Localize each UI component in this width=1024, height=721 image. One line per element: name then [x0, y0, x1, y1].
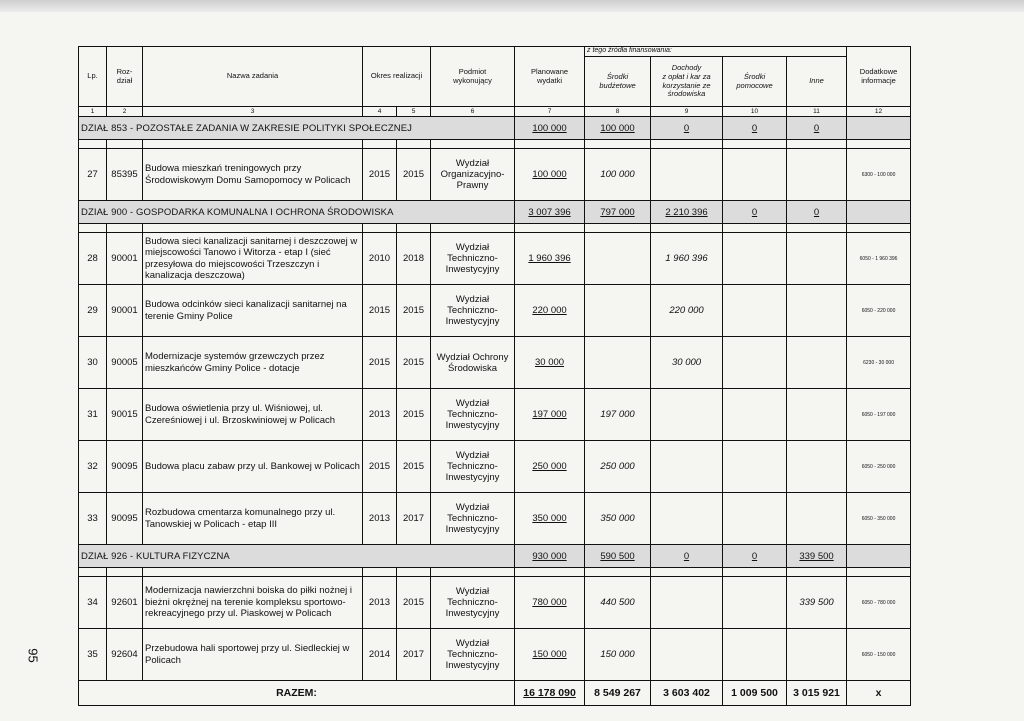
spacer-cell [651, 568, 723, 577]
spacer-cell [515, 140, 585, 149]
row-dochody [651, 629, 723, 681]
row-okres-do: 2015 [397, 337, 431, 389]
section-pomocowe: 0 [723, 117, 787, 140]
section-info [847, 201, 911, 224]
row-okres-do: 2017 [397, 493, 431, 545]
row-rozdzial: 92601 [107, 577, 143, 629]
row-podmiot: Wydział Organizacyjno-Prawny [431, 149, 515, 201]
row-inne [787, 389, 847, 441]
spacer-cell [79, 224, 107, 233]
row-budzetowe: 197 000 [585, 389, 651, 441]
section-inne: 339 500 [787, 545, 847, 568]
total-label: RAZEM: [79, 681, 515, 706]
row-pomocowe [723, 389, 787, 441]
column-number: 6 [431, 107, 515, 117]
row-okres-do: 2015 [397, 389, 431, 441]
column-number: 4 [363, 107, 397, 117]
spacer-cell [397, 224, 431, 233]
row-pomocowe [723, 233, 787, 285]
column-number: 9 [651, 107, 723, 117]
row-nazwa: Budowa odcinków sieci kanalizacji sanitarnej na terenie Gminy Police [143, 285, 363, 337]
spacer-cell [397, 568, 431, 577]
section-info [847, 545, 911, 568]
section-row [79, 545, 911, 568]
row-pomocowe [723, 337, 787, 389]
row-nazwa: Modernizacje systemów grzewczych przez mieszkańców Gminy Police - dotacje [143, 337, 363, 389]
row-inne [787, 441, 847, 493]
total-budzetowe: 8 549 267 [585, 681, 651, 706]
row-lp: 28 [79, 233, 107, 285]
row-planowane: 100 000 [515, 149, 585, 201]
spacer-cell [107, 140, 143, 149]
section-planowane: 930 000 [515, 545, 585, 568]
column-number: 2 [107, 107, 143, 117]
column-number: 1 [79, 107, 107, 117]
row-budzetowe: 100 000 [585, 149, 651, 201]
row-info: 6050 - 220 000 [847, 285, 911, 337]
header-podmiot: Podmiot wykonujący [431, 47, 515, 107]
total-pomocowe: 1 009 500 [723, 681, 787, 706]
spacer-cell [585, 140, 651, 149]
row-lp: 29 [79, 285, 107, 337]
row-rozdzial: 90095 [107, 441, 143, 493]
row-inne: 339 500 [787, 577, 847, 629]
spacer-cell [143, 140, 363, 149]
section-planowane: 3 007 396 [515, 201, 585, 224]
spacer-cell [847, 568, 911, 577]
spacer-cell [723, 224, 787, 233]
header-inne: Inne [787, 57, 847, 107]
spacer-cell [143, 224, 363, 233]
section-dochody: 0 [651, 545, 723, 568]
row-pomocowe [723, 149, 787, 201]
row-lp: 31 [79, 389, 107, 441]
column-number: 3 [143, 107, 363, 117]
row-okres-od: 2015 [363, 337, 397, 389]
row-planowane: 150 000 [515, 629, 585, 681]
row-okres-do: 2017 [397, 629, 431, 681]
spacer-cell [585, 568, 651, 577]
row-nazwa: Budowa oświetlenia przy ul. Wiśniowej, ul. Czereśniowej i ul. Brzoskwiniowej w Policach [143, 389, 363, 441]
section-dochody: 0 [651, 117, 723, 140]
section-spacer [79, 140, 911, 149]
table-row [79, 285, 911, 337]
row-pomocowe [723, 441, 787, 493]
row-okres-od: 2013 [363, 389, 397, 441]
row-nazwa: Budowa sieci kanalizacji sanitarnej i deszczowej w miejscowości Tanowo i Witorza - etap I (sieć przesyłowa do miejscowości Trzeszczyn i kanalizacja deszczowa) [143, 233, 363, 285]
row-inne [787, 493, 847, 545]
row-podmiot: Wydział Techniczno-Inwestycyjny [431, 389, 515, 441]
spacer-cell [363, 140, 397, 149]
spacer-cell [515, 224, 585, 233]
row-info: 6050 - 780 000 [847, 577, 911, 629]
header-dodatkowe: Dodatkowe informacje [847, 47, 911, 107]
header-planowane: Planowane wydatki [515, 47, 585, 107]
total-planowane: 16 178 090 [515, 681, 585, 706]
table-row [79, 629, 911, 681]
column-number: 10 [723, 107, 787, 117]
row-dochody: 220 000 [651, 285, 723, 337]
spacer-cell [787, 140, 847, 149]
spacer-cell [723, 140, 787, 149]
row-inne [787, 233, 847, 285]
spacer-cell [431, 224, 515, 233]
row-okres-do: 2018 [397, 233, 431, 285]
row-dochody [651, 389, 723, 441]
investment-table [78, 46, 911, 706]
total-dochody: 3 603 402 [651, 681, 723, 706]
row-budzetowe: 150 000 [585, 629, 651, 681]
row-podmiot: Wydział Techniczno-Inwestycyjny [431, 233, 515, 285]
row-nazwa: Budowa mieszkań treningowych przy Środowiskowym Domu Samopomocy w Policach [143, 149, 363, 201]
spacer-cell [143, 568, 363, 577]
row-dochody [651, 149, 723, 201]
section-budzetowe: 100 000 [585, 117, 651, 140]
scan-top-edge [0, 0, 1024, 12]
row-nazwa: Rozbudowa cmentarza komunalnego przy ul. Tanowskiej w Policach - etap III [143, 493, 363, 545]
total-inne: 3 015 921 [787, 681, 847, 706]
section-budzetowe: 797 000 [585, 201, 651, 224]
row-budzetowe: 250 000 [585, 441, 651, 493]
row-pomocowe [723, 577, 787, 629]
row-budzetowe [585, 233, 651, 285]
section-title: DZIAŁ 900 - GOSPODARKA KOMUNALNA I OCHRONA ŚRODOWISKA [79, 201, 515, 224]
row-okres-od: 2013 [363, 577, 397, 629]
row-lp: 34 [79, 577, 107, 629]
row-inne [787, 629, 847, 681]
row-podmiot: Wydział Techniczno-Inwestycyjny [431, 441, 515, 493]
row-planowane: 780 000 [515, 577, 585, 629]
spacer-cell [107, 224, 143, 233]
column-number: 12 [847, 107, 911, 117]
section-spacer [79, 224, 911, 233]
row-lp: 35 [79, 629, 107, 681]
spacer-cell [847, 224, 911, 233]
row-okres-od: 2015 [363, 441, 397, 493]
row-dochody [651, 493, 723, 545]
section-title: DZIAŁ 926 - KULTURA FIZYCZNA [79, 545, 515, 568]
spacer-cell [787, 224, 847, 233]
row-planowane: 250 000 [515, 441, 585, 493]
row-dochody [651, 577, 723, 629]
spacer-cell [651, 224, 723, 233]
row-nazwa: Modernizacja nawierzchni boiska do piłki nożnej i bieżni okrężnej na terenie kompleksu sportowo-rekreacyjnego przy ul. Piaskowej w Policach [143, 577, 363, 629]
row-planowane: 220 000 [515, 285, 585, 337]
row-info: 6300 - 100 000 [847, 149, 911, 201]
spacer-cell [585, 224, 651, 233]
table-row [79, 577, 911, 629]
row-okres-od: 2015 [363, 285, 397, 337]
row-rozdzial: 90095 [107, 493, 143, 545]
spacer-cell [787, 568, 847, 577]
row-lp: 30 [79, 337, 107, 389]
spacer-cell [847, 140, 911, 149]
row-lp: 32 [79, 441, 107, 493]
header-okres: Okres realizacji [363, 47, 431, 107]
section-info [847, 117, 911, 140]
row-info: 6050 - 1 960 396 [847, 233, 911, 285]
section-pomocowe: 0 [723, 201, 787, 224]
row-nazwa: Przebudowa hali sportowej przy ul. Siedleckiej w Policach [143, 629, 363, 681]
row-okres-od: 2014 [363, 629, 397, 681]
row-lp: 27 [79, 149, 107, 201]
row-okres-do: 2015 [397, 441, 431, 493]
table-row [79, 389, 911, 441]
row-inne [787, 149, 847, 201]
row-budzetowe [585, 337, 651, 389]
row-podmiot: Wydział Techniczno-Inwestycyjny [431, 577, 515, 629]
row-pomocowe [723, 285, 787, 337]
row-rozdzial: 90015 [107, 389, 143, 441]
row-okres-od: 2015 [363, 149, 397, 201]
section-inne: 0 [787, 117, 847, 140]
row-dochody [651, 441, 723, 493]
row-budzetowe: 440 500 [585, 577, 651, 629]
row-info: 6050 - 250 000 [847, 441, 911, 493]
row-lp: 33 [79, 493, 107, 545]
header-srodki-pomocowe: Środki pomocowe [723, 57, 787, 107]
row-planowane: 30 000 [515, 337, 585, 389]
row-okres-do: 2015 [397, 285, 431, 337]
row-planowane: 1 960 396 [515, 233, 585, 285]
column-number: 7 [515, 107, 585, 117]
row-info: 6050 - 350 000 [847, 493, 911, 545]
column-number: 5 [397, 107, 431, 117]
section-planowane: 100 000 [515, 117, 585, 140]
row-pomocowe [723, 629, 787, 681]
section-inne: 0 [787, 201, 847, 224]
spacer-cell [107, 568, 143, 577]
section-row [79, 117, 911, 140]
row-info: 6230 - 30 000 [847, 337, 911, 389]
table-row [79, 337, 911, 389]
table-row [79, 441, 911, 493]
row-rozdzial: 90005 [107, 337, 143, 389]
row-rozdzial: 92604 [107, 629, 143, 681]
spacer-cell [397, 140, 431, 149]
header-dochody: Dochody z opłat i kar za korzystanie ze środowiska [651, 57, 723, 107]
spacer-cell [79, 568, 107, 577]
section-budzetowe: 590 500 [585, 545, 651, 568]
row-rozdzial: 90001 [107, 285, 143, 337]
column-number: 8 [585, 107, 651, 117]
row-dochody: 1 960 396 [651, 233, 723, 285]
row-dochody: 30 000 [651, 337, 723, 389]
section-spacer [79, 568, 911, 577]
row-rozdzial: 90001 [107, 233, 143, 285]
row-podmiot: Wydział Techniczno-Inwestycyjny [431, 285, 515, 337]
row-okres-do: 2015 [397, 577, 431, 629]
total-info: x [847, 681, 911, 706]
row-info: 6050 - 150 000 [847, 629, 911, 681]
table-row [79, 493, 911, 545]
row-okres-do: 2015 [397, 149, 431, 201]
row-podmiot: Wydział Techniczno-Inwestycyjny [431, 493, 515, 545]
header-rozdzial: Roz- dział [107, 47, 143, 107]
header-nazwa: Nazwa zadania [143, 47, 363, 107]
row-okres-od: 2013 [363, 493, 397, 545]
row-info: 6050 - 197 000 [847, 389, 911, 441]
section-dochody: 2 210 396 [651, 201, 723, 224]
row-rozdzial: 85395 [107, 149, 143, 201]
spacer-cell [363, 568, 397, 577]
row-planowane: 350 000 [515, 493, 585, 545]
spacer-cell [363, 224, 397, 233]
table-row [79, 233, 911, 285]
row-planowane: 197 000 [515, 389, 585, 441]
total-row [79, 681, 911, 706]
spacer-cell [431, 568, 515, 577]
spacer-cell [431, 140, 515, 149]
page-number: 95 [25, 648, 41, 663]
row-nazwa: Budowa placu zabaw przy ul. Bankowej w Policach [143, 441, 363, 493]
column-number-row [79, 107, 911, 117]
row-pomocowe [723, 493, 787, 545]
row-podmiot: Wydział Ochrony Środowiska [431, 337, 515, 389]
section-row [79, 201, 911, 224]
header-srodki-budzetowe: Środki budżetowe [585, 57, 651, 107]
section-title: DZIAŁ 853 - POZOSTAŁE ZADANIA W ZAKRESIE POLITYKI SPOŁECZNEJ [79, 117, 515, 140]
spacer-cell [651, 140, 723, 149]
column-number: 11 [787, 107, 847, 117]
table-body [79, 47, 911, 706]
spacer-cell [723, 568, 787, 577]
spacer-cell [515, 568, 585, 577]
table-row [79, 149, 911, 201]
header-lp: Lp. [79, 47, 107, 107]
spacer-cell [79, 140, 107, 149]
row-podmiot: Wydział Techniczno-Inwestycyjny [431, 629, 515, 681]
row-inne [787, 285, 847, 337]
row-okres-od: 2010 [363, 233, 397, 285]
section-pomocowe: 0 [723, 545, 787, 568]
row-inne [787, 337, 847, 389]
header-z-tego: z tego źródła finansowania: [585, 47, 847, 57]
row-budzetowe: 350 000 [585, 493, 651, 545]
row-budzetowe [585, 285, 651, 337]
